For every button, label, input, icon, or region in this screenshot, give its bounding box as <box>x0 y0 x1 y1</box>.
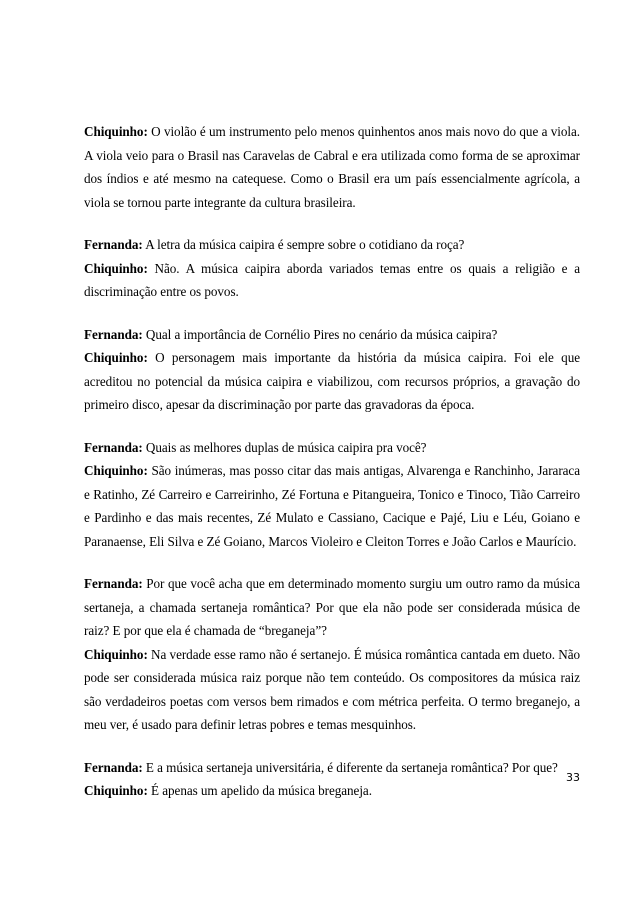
speaker-name: Chiquinho: <box>84 463 148 478</box>
interview-block <box>84 323 580 417</box>
dialogue-turn <box>84 459 580 553</box>
dialogue-turn <box>84 756 580 780</box>
turn-text: A letra da música caipira é sempre sobre o cotidiano da roça? <box>142 237 465 252</box>
turn-text: Qual a importância de Cornélio Pires no cenário da música caipira? <box>142 326 498 342</box>
interview-block <box>84 756 580 803</box>
interview-block <box>84 233 580 304</box>
turn-text: E a música sertaneja universitária, é diferente da sertaneja romântica? Por que? <box>142 759 558 775</box>
turn-text: Na verdade esse ramo não é sertanejo. É música romântica cantada em dueto. Não pode ser considerada música raiz porque não tem conteúdo. Os compositores da música raiz são verdadeiros poetas com versos bem rimados e com métrica perfeita. O termo breganejo, a meu ver, é usado para definir letras pobres e temas mesquinhos. <box>84 646 580 732</box>
speaker-name: Chiquinho: <box>84 783 148 798</box>
page-number: 33 <box>566 771 580 784</box>
dialogue-turn <box>84 572 580 643</box>
speaker-name: Fernanda: <box>84 759 143 775</box>
interview-block <box>84 572 580 737</box>
speaker-name: Chiquinho: <box>84 646 148 662</box>
turn-text: É apenas um apelido da música breganeja. <box>147 783 372 798</box>
dialogue-turn <box>84 323 580 347</box>
turn-text: Quais as melhores duplas de música caipira pra você? <box>142 439 427 455</box>
speaker-name: Fernanda: <box>84 439 143 455</box>
interview-block <box>84 120 580 214</box>
interview-block <box>84 436 580 554</box>
dialogue-turn <box>84 436 580 460</box>
dialogue-turn <box>84 779 580 803</box>
dialogue-turn <box>84 643 580 737</box>
turn-text: O personagem mais importante da história da música caipira. Foi ele que acreditou no potencial da música caipira e viabilizou, com recursos próprios, a gravação do primeiro disco, apesar da discriminação por parte das gravadoras da época. <box>84 350 580 412</box>
turn-text: São inúmeras, mas posso citar das mais antigas, Alvarenga e Ranchinho, Jararaca e Ratinho, Zé Carreiro e Carreirinho, Zé Fortuna e Pitangueira, Tonico e Tinoco, Tião Carreiro e Pardinho e das mais recentes, Zé Mulato e Cassiano, Cacique e Pajé, Liu e Léu, Goiano e Paranaense, Eli Silva e Zé Goiano, Marcos Violeiro e Cleiton Torres e João Carlos e Maurício. <box>84 463 580 549</box>
turn-text: Não. A música caipira aborda variados temas entre os quais a religião e a discriminação entre os povos. <box>84 260 580 299</box>
speaker-name: Fernanda: <box>84 237 143 252</box>
turn-text: Por que você acha que em determinado momento surgiu um outro ramo da música sertaneja, a chamada sertaneja romântica? Por que ela não pode ser considerada música de raiz? E por que ela é chamada de “breganeja”? <box>84 576 580 638</box>
dialogue-turn <box>84 257 580 304</box>
turn-text: O violão é um instrumento pelo menos quinhentos anos mais novo do que a viola. A viola veio para o Brasil nas Caravelas de Cabral e era utilizada como forma de se aproximar dos índios e até mesmo na catequese. Como o Brasil era um país essencialmente agrícola, a viola se tornou parte integrante da cultura brasileira. <box>84 124 580 210</box>
speaker-name: Fernanda: <box>84 576 143 591</box>
interview-transcript <box>84 120 580 822</box>
dialogue-turn <box>84 346 580 417</box>
dialogue-turn <box>84 233 580 257</box>
speaker-name: Chiquinho: <box>84 260 148 276</box>
speaker-name: Fernanda: <box>84 326 143 342</box>
dialogue-turn <box>84 120 580 214</box>
speaker-name: Chiquinho: <box>84 124 148 139</box>
speaker-name: Chiquinho: <box>84 350 148 365</box>
